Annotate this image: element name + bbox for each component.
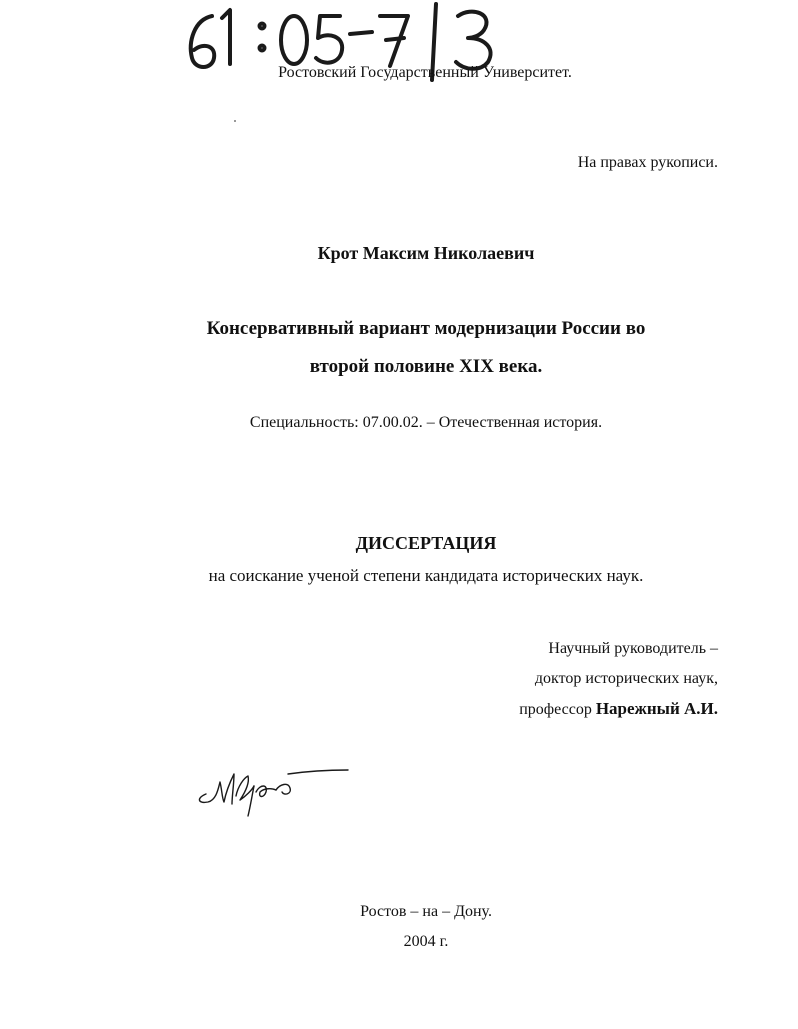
- supervisor-prefix: профессор: [519, 701, 592, 718]
- author-name: Крот Максим Николаевич: [317, 243, 535, 263]
- year: 2004 г.: [403, 933, 449, 950]
- title-line-1: Консервативный вариант модернизации России во: [206, 318, 646, 339]
- specialty: Специальность: 07.00.02. – Отечественная история.: [249, 414, 603, 431]
- rights-note: На правах рукописи.: [577, 154, 718, 171]
- supervisor-title-line: [519, 694, 718, 725]
- supervisor-role: Научный руководитель –: [548, 640, 718, 657]
- handwritten-signature: [192, 760, 357, 820]
- signature-drawing: [192, 760, 357, 820]
- title-line-2: второй половине XIX века.: [309, 356, 543, 377]
- scan-speck: [234, 120, 236, 122]
- supervisor-degree: доктор исторических наук,: [534, 670, 718, 687]
- supervisor-name: Нарежный А.И.: [595, 699, 718, 718]
- city: Ростов – на – Дону.: [360, 903, 492, 920]
- dissertation-title: [0, 310, 798, 386]
- degree-line: на соискание ученой степени кандидата исторических наук.: [208, 566, 644, 585]
- supervisor-block: [519, 634, 718, 725]
- university-name: Ростовский Государственный Университет.: [278, 64, 572, 81]
- document-type: ДИССЕРТАЦИЯ: [355, 533, 497, 553]
